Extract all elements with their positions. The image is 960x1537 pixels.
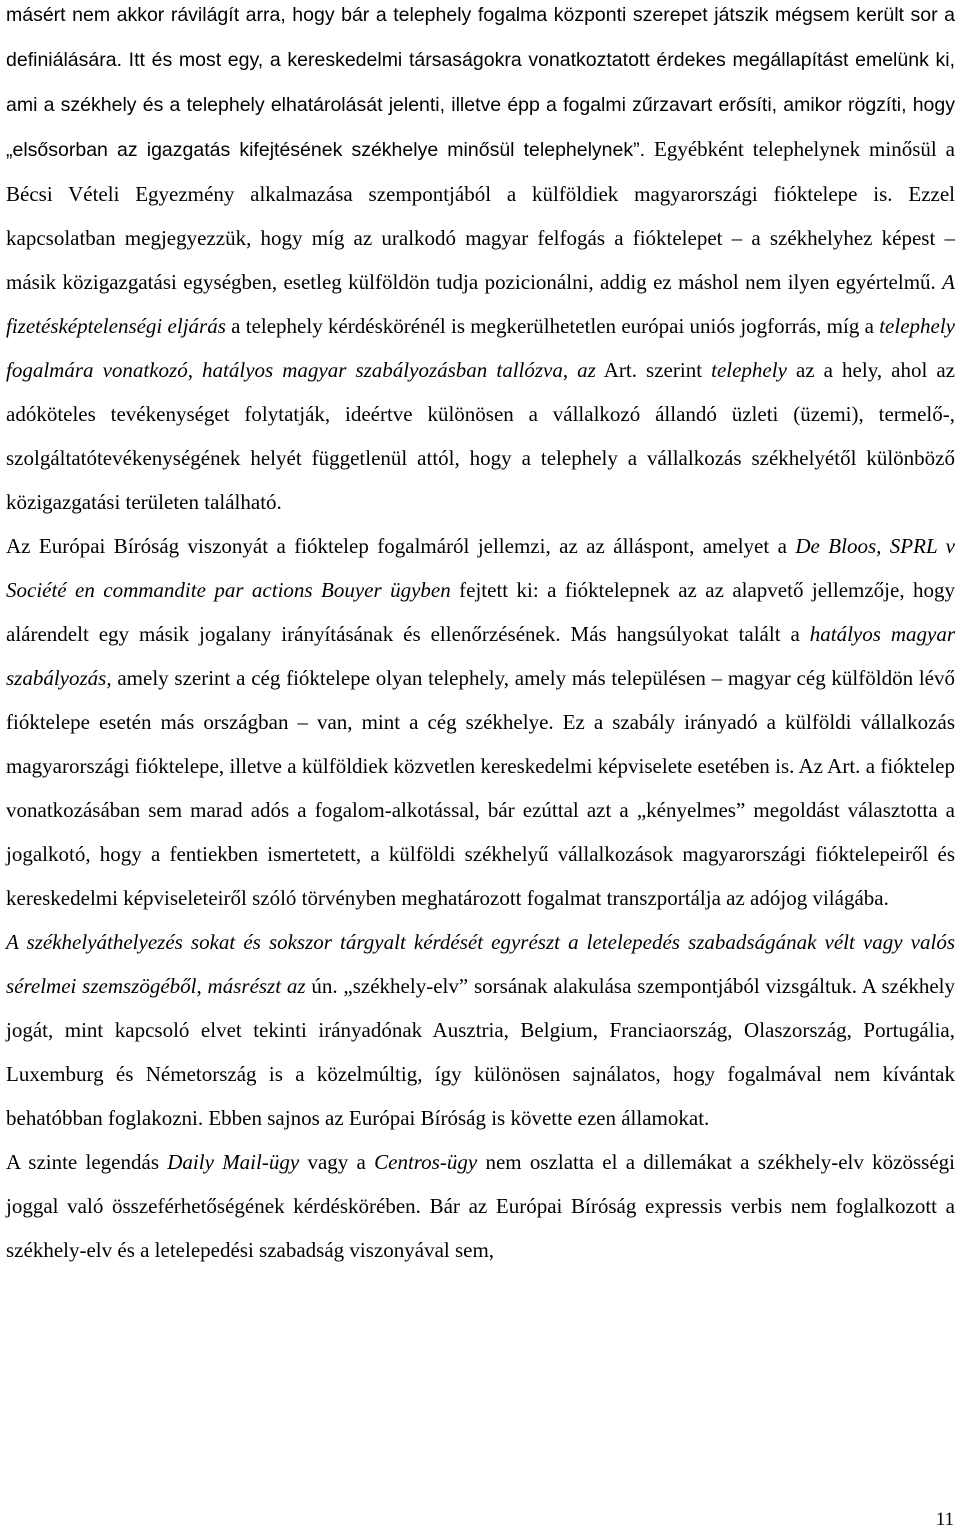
sentence-vienna-convention: Egyébként telephelynek minősül a Bécsi Vételi Egyezmény alkalmazása szempontjából a külföldiek magyarországi fióktelepe is.: [6, 137, 955, 206]
sentence-premises-definition: az a hely, ahol az adóköteles tevékenységet folytatják, ideértve különösen a vállalkozó állandó üzleti (üzemi), termelő-, szolgáltatótevékenységének helyét függetlenül attól, hogy a telephely a vállalkozás székhelyétől különböző közigazgatási területen található.: [6, 358, 956, 514]
italic-seat-relocation: A székhelyáthelyezés sokat és sokszor tárgyalt kérdését egyrészt a letelepedés szabadságának vélt vagy valós sérelmei szemszögéből, másrészt az: [6, 930, 955, 998]
paragraph-european-court-branch: [6, 524, 955, 920]
sentence-branch-subordination: fejtett ki: a fióktelepnek az az alapvető jellemzője, hogy alárendelt egy másik jogalany irányításának és ellenőrzésének. Más hangsúlyokat talált a: [6, 578, 956, 646]
paragraph-daily-mail-centros: [6, 1140, 955, 1272]
italic-hungarian-regulation: telephely fogalmára vonatkozó, hatályos magyar szabályozásban tallózva, az: [6, 314, 955, 382]
italic-premises-term: telephely: [711, 358, 787, 382]
sentence-art-reference: Art. szerint: [595, 358, 712, 382]
italic-centros-case: Centros-ügy: [374, 1150, 478, 1174]
sentence-branch-positioning: Ezzel kapcsolatban megjegyezzük, hogy míg az uralkodó magyar felfogás a fióktelepet – a székhelyhez képest – másik közigazgatási egységben, esetleg külföldön tudja pozicionálni, addig ez máshol nem ilyen egyértelmű.: [6, 182, 955, 294]
sentence-definition-missing: másért nem akkor rávilágít arra, hogy bár a telephely fogalma központi szerepet játszik mégsem került sor a definiálására.: [6, 4, 955, 71]
sentence-court-position: Az Európai Bíróság viszonyát a fióktelep fogalmáról jellemzi, az az álláspont, amelyet a: [6, 534, 796, 558]
paragraph-seat-and-premises: [6, 0, 955, 524]
sentence-legendary: A szinte legendás: [6, 1150, 168, 1174]
sentence-seat-principle: ún. „székhely-elv” sorsának alakulása szempontjából vizsgáltuk. A székhely jogát, mint kapcsoló elvet tekinti irányadónak Ausztria, Belgium, Franciaország, Olaszország, Portugália, Luxemburg és Németország is a közelmúltig, így különösen sajnálatos, hogy fogalmával nem kívántak behatóbban foglakozni. Ebben sajnos az Európai Bíróság is követte ezen államokat.: [6, 974, 955, 1130]
italic-daily-mail-case: Daily Mail-ügy: [167, 1150, 300, 1174]
document-page: [6, 0, 955, 1272]
paragraph-seat-relocation: [6, 920, 955, 1140]
italic-insolvency-proceedings: A fizetésképtelenségi eljárás: [6, 270, 955, 338]
sentence-eu-legal-source: a telephely kérdéskörénél is megkerülhetetlen európai uniós jogforrás, míg a: [225, 314, 880, 338]
page-number: 11: [935, 1509, 954, 1530]
sentence-commercial-companies: Itt és most egy, a kereskedelmi társaságokra vonatkoztatott érdekes megállapítást emelünk ki, ami a székhely és a telephely elhatárolását jelenti, illetve épp a fogalmi zűrzavart erősíti, amikor rögzíti, hogy „elsősorban az igazgatás kifejtésének székhelye minősül telephelynek”.: [6, 49, 955, 161]
italic-hungarian-regulation-branch: hatályos magyar szabályozás,: [6, 622, 955, 690]
sentence-branch-definition: amely szerint a cég fióktelepe olyan telephely, amely más településen – magyar cég külföldön lévő fióktelepe esetén más országban – van, mint a cég székhelye. Ez a szabály irányadó a külföldi vállalkozás magyarországi fióktelepe, illetve a külföldiek közvetlen kereskedelmi képviselete esetében is. Az Art. a fióktelep vonatkozásában sem marad adós a fogalom-alkotással, bár ezúttal azt a „kényelmes” megoldást választotta a jogalkotó, hogy a fentiekben ismertetett, a külföldi székhelyű vállalkozások magyarországi fióktelepeiről és kereskedelmi képviseleteiről szóló törvényben meghatározott fogalmat transzportálja az adójog világába.: [6, 666, 955, 910]
sentence-dilemmas: nem oszlatta el a dillemákat a székhely-elv közösségi joggal való összeférhetőségének kérdéskörében. Bár az Európai Bíróság expressis verbis nem foglalkozott a székhely-elv és a letelepedési szabadság viszonyával sem,: [6, 1150, 955, 1262]
text-or: vagy a: [299, 1150, 375, 1174]
italic-de-bloos-case: De Bloos, SPRL v Société en commandite par actions Bouyer ügyben: [6, 534, 955, 602]
